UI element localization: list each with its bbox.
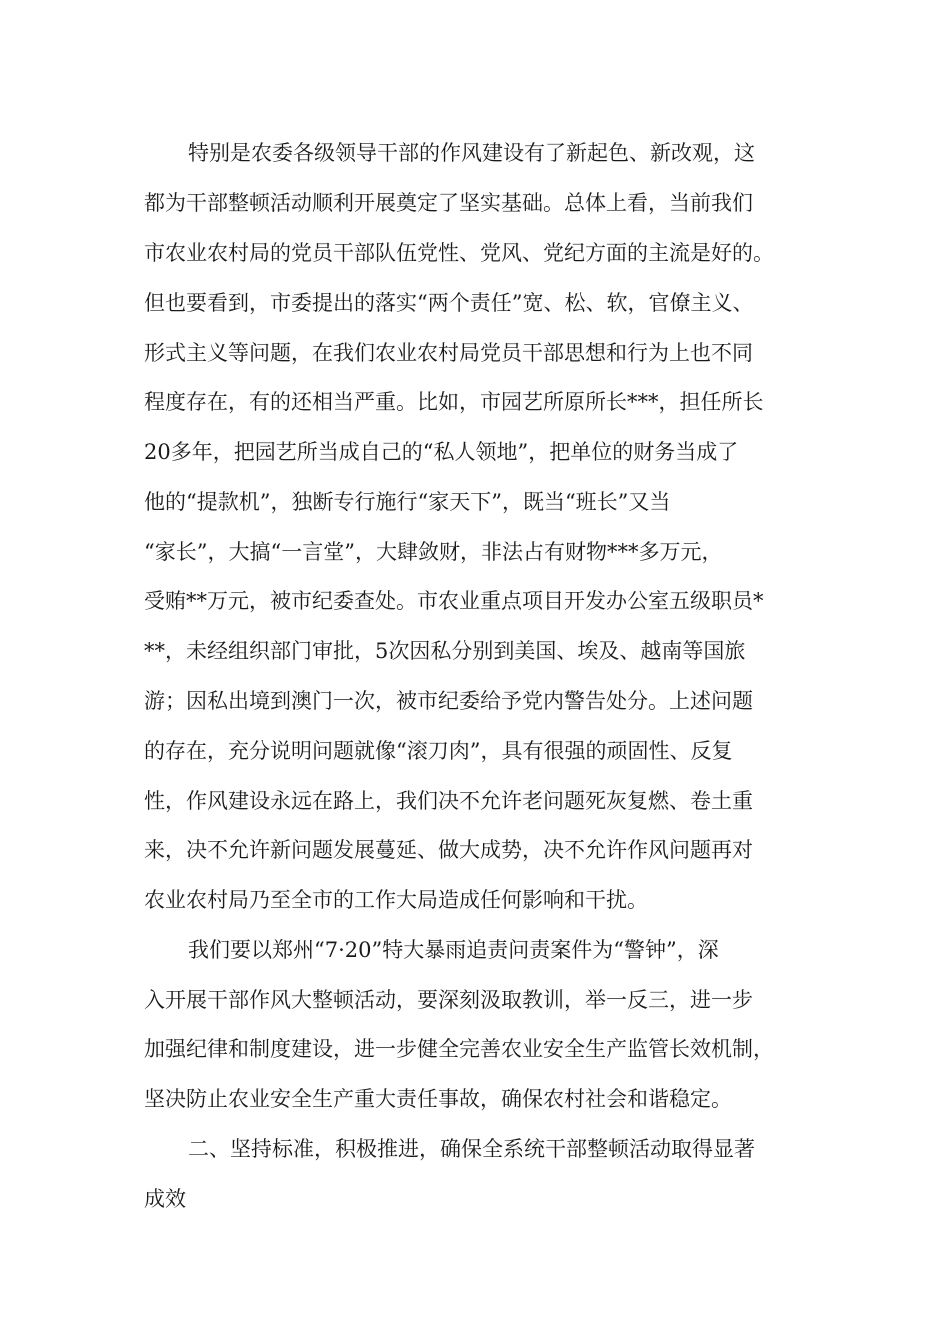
section-heading-line-1: 二、坚持标准，积极推进，确保全系统干部整顿活动取得显著 [188,1137,755,1161]
paragraph-1-line-9: “家长”，大搞“一言堂”，大肆敛财，非法占有财物***多万元， [144,540,723,564]
paragraph-1-line-7: 20多年，把园艺所当成自己的“私人领地”，把单位的财务当成了 [144,440,739,464]
paragraph-2-line-2: 入开展干部作风大整顿活动，要深刻汲取教训，举一反三，进一步 [144,988,753,1012]
paragraph-1-line-3: 市农业农村局的党员干部队伍党性、党风、党纪方面的主流是好的。 [144,241,774,265]
paragraph-1-line-5: 形式主义等问题，在我们农业农村局党员干部思想和行为上也不同 [144,341,753,365]
paragraph-2-line-3: 加强纪律和制度建设，进一步健全完善农业安全生产监管长效机制， [144,1037,774,1061]
paragraph-1-line-2: 都为干部整顿活动顺利开展奠定了坚实基础。总体上看，当前我们 [144,191,753,215]
paragraph-2-line-1: 我们要以郑州“7·20”特大暴雨追责问责案件为“警钟”，深 [188,938,719,962]
paragraph-1-line-8: 他的“提款机”，独断专行施行“家天下”，既当“班长”又当 [144,490,671,514]
paragraph-1-line-10: 受贿**万元，被市纪委查处。市农业重点项目开发办公室五级职员* [144,589,764,613]
paragraph-1-line-12: 游；因私出境到澳门一次，被市纪委给予党内警告处分。上述问题 [144,689,753,713]
paragraph-1-line-13: 的存在，充分说明问题就像“滚刀肉”，具有很强的顽固性、反复 [144,739,733,763]
paragraph-1-line-15: 来，决不允许新问题发展蔓延、做大成势，决不允许作风问题再对 [144,838,753,862]
paragraph-2-line-4: 坚决防止农业安全生产重大责任事故，确保农村社会和谐稳定。 [144,1087,732,1111]
paragraph-1-line-14: 性，作风建设永远在路上，我们决不允许老问题死灰复燃、卷土重 [144,789,753,813]
paragraph-1-line-1: 特别是农委各级领导干部的作风建设有了新起色、新改观，这 [188,141,755,165]
paragraph-1-line-11: **，未经组织部门审批，5次因私分别到美国、埃及、越南等国旅 [144,639,746,663]
paragraph-1-line-4: 但也要看到，市委提出的落实“两个责任”宽、松、软，官僚主义、 [144,291,754,315]
paragraph-1-line-16: 农业农村局乃至全市的工作大局造成任何影响和干扰。 [144,888,648,912]
paragraph-1-line-6: 程度存在，有的还相当严重。比如，市园艺所原所长***，担任所长 [144,390,764,414]
section-heading-line-2: 成效 [144,1187,186,1211]
